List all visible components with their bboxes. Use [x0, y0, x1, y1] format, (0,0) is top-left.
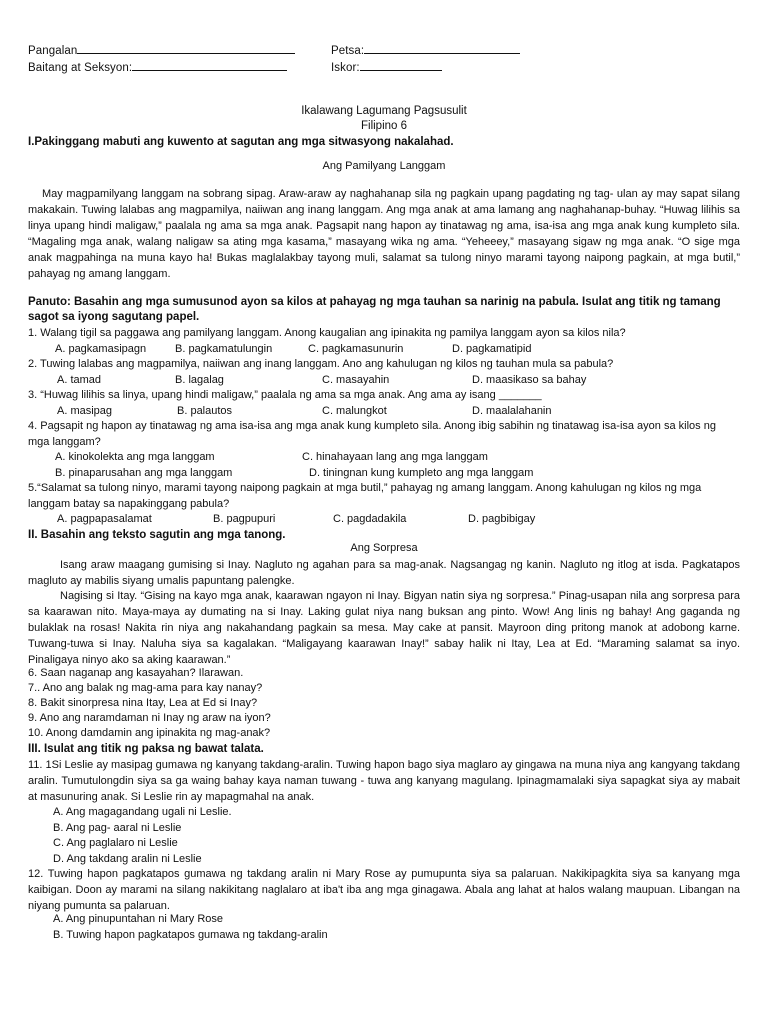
- part1-story: May magpamilyang langgam na sobrang sipag. Araw-araw ay naghahanap sila ng pagkain upang pagdating ng tag- ulan ay may sapat silang makakain. Tuwing lalabas ang magpamilya, naiiwan ang inang langgam. Ang mga anak at ama lamang ang naghahanap-buhay. “Huwag lilihis sa linya upang hindi maligaw,” paalala ng ama sa mga anak. Pagsapit nang hapon ay tinatawag ng ama, isa-isa ang mga anak kung kumpleto sila. “Magaling mga anak, walang naligaw sa ating mga kasama,” masayang wika ng ama. “Yeheeey,” masayang sigaw ng mga anak. “O sige mga anak magpahinga na muna kayo ha! Bukas maglalakbay tayong muli, salamat sa tulong ninyo marami tayong naipong pagkain, at mga butil,” pahayag ng amang langgam.: [28, 188, 740, 280]
- question-10: 10. Anong damdamin ang ipinakita ng mag-anak?: [28, 727, 271, 739]
- q3-option-d: D. maalalahanin: [472, 405, 552, 417]
- q11-option-d: D. Ang takdang aralin ni Leslie: [53, 853, 202, 865]
- q11-option-b: B. Ang pag- aaral ni Leslie: [53, 822, 182, 834]
- name-field: [28, 44, 295, 57]
- q4-option-c: C. hinahayaan lang ang mga langgam: [302, 451, 488, 463]
- q4-option-a: A. kinokolekta ang mga langgam: [55, 451, 215, 463]
- question-12: 12. Tuwing hapon pagkatapos gumawa ng takdang aralin ni Mary Rose ay pumupunta siya sa palaruan. Nakikipagkita siya sa kanyang mga kaibigan. Doon ay marami na silang nakikitang naglalaro at iba't iba ang mga ginagawa. Abala ang lahat at halos walang maupuan. Libangan na niyang pumunta sa palaruan.: [28, 868, 740, 912]
- q12-option-a: A. Ang pinupuntahan ni Mary Rose: [53, 913, 224, 925]
- q3-option-b: B. palautos: [177, 405, 233, 417]
- question-3: 3. “Huwag lilihis sa linya, upang hindi maligaw,” paalala ng ama sa mga anak. Ang ama ay isang _______: [28, 389, 542, 401]
- score-line: [360, 61, 442, 71]
- q2-option-c: C. masayahin: [322, 374, 390, 386]
- question-9: 9. Ano ang naramdaman ni Inay ng araw na iyon?: [28, 712, 271, 724]
- question-11: 11. 1Si Leslie ay masipag gumawa ng kanyang takdang-aralin. Tuwing hapon bago siya maglaro ay gingawa na muna niya ang kangyang takdang aralin. Tumutulongdin siya sa ga waing bahay kaya naman tuwang - tuwa ang kanyang magulang. Ipinagmamalaki siya sapagkat siya ay mabait at masunuring anak. Si Leslie rin ay mapagmahal na anak.: [28, 759, 740, 803]
- q5-option-d: D. pagbibigay: [468, 513, 536, 525]
- q11-option-c: C. Ang paglalaro ni Leslie: [53, 837, 178, 849]
- q2-option-d: D. maasikaso sa bahay: [472, 374, 587, 386]
- part1-story-title: Ang Pamilyang Langgam: [322, 160, 446, 172]
- q2-option-a: A. tamad: [57, 374, 102, 386]
- q11-option-a: A. Ang magagandang ugali ni Leslie.: [53, 806, 232, 818]
- part1-panuto: Panuto: Basahin ang mga sumusunod ayon sa kilos at pahayag ng mga tauhan sa narinig na pabula. Isulat ang titik ng tamang sagot sa iyong sagutang papel.: [28, 296, 721, 323]
- q12-option-b: B. Tuwing hapon pagkatapos gumawa ng takdang-aralin: [53, 929, 328, 941]
- q1-option-a: A. pagkamasipagn: [55, 343, 147, 355]
- q5-option-a: A. pagpapasalamat: [57, 513, 152, 525]
- q1-option-c: C. pagkamasunurin: [308, 343, 404, 355]
- question-4: 4. Pagsapit ng hapon ay tinatawag ng ama isa-isa ang mga anak kung kumpleto sila. Anong ibig sabihin ng tinatawag isa-isa ayon sa kilos ng mga langgam?: [28, 420, 716, 448]
- part2-instruction: II. Basahin ang teksto sagutin ang mga tanong.: [28, 529, 286, 541]
- q4-option-b: B. pinaparusahan ang mga langgam: [55, 467, 233, 479]
- question-5: 5.“Salamat sa tulong ninyo, marami tayong naipong pagkain at mga butil,” pahayag ng amang langgam. Anong kahulugan ng kilos ng mga langgam batay sa napakinggang pabula?: [28, 482, 702, 510]
- date-field: [331, 44, 520, 57]
- part1-instruction: I.Pakinggang mabuti ang kuwento at sagutan ang mga sitwasyong nakalahad.: [28, 136, 454, 148]
- date-line: [364, 44, 520, 54]
- score-label: Iskor:: [331, 62, 360, 74]
- part2-paragraph-2: Nagising si Itay. “Gising na kayo mga anak, kaarawan ngayon ni Inay. Bigyan natin siya ng sorpresa.” Pinag-usapan nila ang sorpresa para sa kaarawan nito. Maya-maya ay dumating na si Inay. Laking gulat niya nang buksan ang pinto. Wow! Ang linis ng bahay! Ang gaganda ng bulaklak na rosas! Nakita rin niya ang nakahandang pagkain sa mesa. May cake at pansit. Mayroon ding pritong manok at adobong karne. Tuwang-tuwa si Inay. Naluha siya sa kagalakan. “Maligayang kaarawan Inay!” sabay halik ni Itay, Lea at Ed. “Maraming salamat sa inyo. Pinaligaya ninyo ako sa aking kaarawan.”: [28, 590, 740, 666]
- part3-instruction: III. Isulat ang titik ng paksa ng bawat talata.: [28, 743, 264, 755]
- name-line: [77, 44, 295, 54]
- question-2: 2. Tuwing lalabas ang magpamilya, naiiwan ang inang langgam. Ano ang kahulugan ng kilos ng tauhan mula sa pabula?: [28, 358, 614, 370]
- q5-option-c: C. pagdadakila: [333, 513, 407, 525]
- q1-option-d: D. pagkamatipid: [452, 343, 532, 355]
- question-8: 8. Bakit sinorpresa nina Itay, Lea at Ed si Inay?: [28, 697, 258, 709]
- q3-option-c: C. malungkot: [322, 405, 387, 417]
- question-1: 1. Walang tigil sa paggawa ang pamilyang langgam. Anong kaugalian ang ipinakita ng pamilya langgam ayon sa kilos nila?: [28, 327, 626, 339]
- exam-title: Ikalawang Lagumang Pagsusulit: [301, 105, 467, 117]
- name-label: Pangalan: [28, 45, 78, 57]
- part2-story-title: Ang Sorpresa: [350, 542, 418, 554]
- grade-section-label: Baitang at Seksyon:: [28, 62, 133, 74]
- part2-paragraph-1: Isang araw maagang gumising si Inay. Nagluto ng agahan para sa mag-anak. Nagsangag ng kanin. Nagluto ng itlog at isda. Pagkatapos magluto ay mabilis siyang umalis papuntang palengke.: [28, 559, 740, 587]
- date-label: Petsa:: [331, 45, 365, 57]
- q5-option-b: B. pagpupuri: [213, 513, 276, 525]
- grade-section-field: [28, 61, 287, 74]
- q3-option-a: A. masipag: [57, 405, 113, 417]
- q4-option-d: D. tiningnan kung kumpleto ang mga langgam: [309, 467, 534, 479]
- subject-title: Filipino 6: [360, 120, 408, 132]
- score-field: [331, 61, 442, 74]
- question-7: 7.. Ano ang balak ng mag-ama para kay nanay?: [28, 682, 263, 694]
- q2-option-b: B. lagalag: [175, 374, 224, 386]
- question-6: 6. Saan naganap ang kasayahan? Ilarawan.: [28, 667, 244, 679]
- grade-section-line: [132, 61, 287, 71]
- q1-option-b: B. pagkamatulungin: [175, 343, 273, 355]
